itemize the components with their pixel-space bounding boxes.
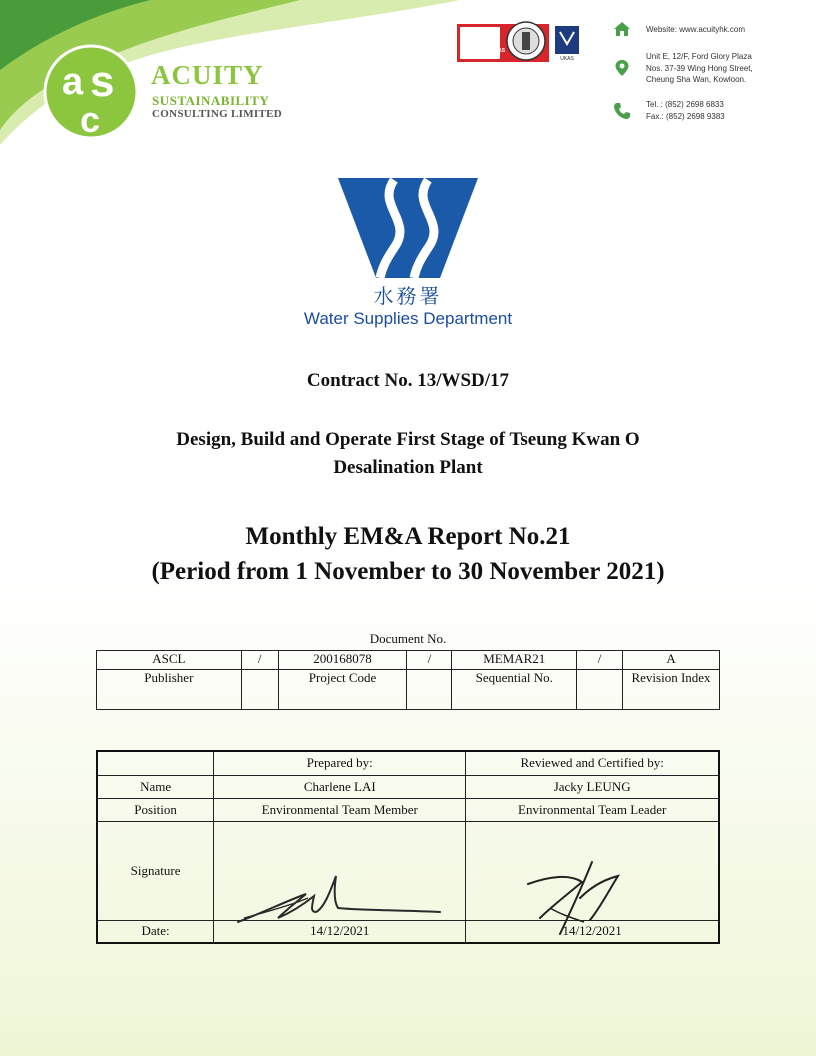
separator: / bbox=[241, 651, 278, 670]
project-code-value: 200168078 bbox=[278, 651, 407, 670]
sequential-no-value: MEMAR21 bbox=[452, 651, 577, 670]
address-line: Unit E, 12/F, Ford Glory Plaza bbox=[646, 52, 752, 61]
revision-index-value: A bbox=[623, 651, 720, 670]
iso-certification-badge: BUREAU VERITAS bbox=[457, 24, 549, 62]
position-label: Position bbox=[97, 798, 214, 821]
separator: / bbox=[407, 651, 452, 670]
svg-text:c: c bbox=[80, 99, 101, 140]
date-label: Date: bbox=[97, 920, 214, 943]
table-row bbox=[97, 651, 720, 670]
document-number-table bbox=[96, 650, 720, 710]
table-row bbox=[97, 751, 719, 775]
contact-website: Website: www.acuityhk.com bbox=[646, 25, 745, 34]
project-title-line: Desalination Plant bbox=[333, 457, 483, 478]
prepared-position: Environmental Team Member bbox=[214, 798, 466, 821]
prepared-date: 14/12/2021 bbox=[214, 920, 466, 943]
blank-cell bbox=[97, 751, 214, 775]
reviewed-position: Environmental Team Leader bbox=[466, 798, 719, 821]
project-code-caption: Project Code bbox=[278, 670, 407, 710]
report-title-line: Monthly EM&A Report No.21 bbox=[245, 523, 571, 550]
project-title bbox=[100, 426, 716, 482]
name-label: Name bbox=[97, 775, 214, 798]
contact-tel: Tel. : (852) 2698 6833 bbox=[646, 100, 724, 109]
prepared-by-header: Prepared by: bbox=[214, 751, 466, 775]
reviewed-name: Jacky LEUNG bbox=[466, 775, 719, 798]
brand-subtitle-2: CONSULTING LIMITED bbox=[152, 108, 282, 120]
publisher-value: ASCL bbox=[97, 651, 242, 670]
svg-text:s: s bbox=[90, 57, 115, 106]
separator: / bbox=[577, 651, 623, 670]
address-line: Cheung Sha Wan, Kowloon. bbox=[646, 75, 747, 84]
svg-text:UKAS: UKAS bbox=[560, 56, 574, 62]
contact-address bbox=[646, 51, 753, 86]
revision-index-caption: Revision Index bbox=[623, 670, 720, 710]
contact-fax: Fax.: (852) 2698 9383 bbox=[646, 111, 725, 121]
blank-cell bbox=[407, 670, 452, 710]
prepared-name: Charlene LAI bbox=[214, 775, 466, 798]
contact-phone bbox=[646, 99, 725, 122]
reviewed-date: 14/12/2021 bbox=[466, 920, 719, 943]
acuity-logo bbox=[42, 44, 140, 140]
client-english-name: Water Supplies Department bbox=[303, 309, 513, 328]
table-row bbox=[97, 670, 720, 710]
svg-text:a: a bbox=[62, 61, 84, 103]
report-title bbox=[40, 519, 776, 589]
water-supplies-department-logo bbox=[336, 176, 480, 280]
phone-icon bbox=[613, 102, 631, 120]
report-period-line: (Period from 1 November to 30 November 2021) bbox=[151, 558, 665, 585]
client-chinese-name: 水務署 bbox=[373, 284, 443, 308]
sequential-no-caption: Sequential No. bbox=[452, 670, 577, 710]
brand-subtitle: SUSTAINABILITY bbox=[152, 93, 270, 108]
location-pin-icon bbox=[613, 59, 631, 77]
table-row bbox=[97, 798, 719, 821]
project-title-line: Design, Build and Operate First Stage of Tseung Kwan O bbox=[176, 429, 640, 450]
bureau-veritas-seal-icon bbox=[506, 20, 546, 62]
brand-name: ACUITY bbox=[151, 60, 264, 90]
address-line: Nos. 37-39 Wing Hong Street, bbox=[646, 63, 753, 73]
home-icon bbox=[613, 20, 631, 38]
reviewed-signature-image bbox=[520, 858, 624, 942]
blank-cell bbox=[577, 670, 623, 710]
signature-label: Signature bbox=[97, 821, 214, 920]
reviewed-by-header: Reviewed and Certified by: bbox=[466, 751, 719, 775]
blank-cell bbox=[241, 670, 278, 710]
ukas-badge-icon bbox=[555, 26, 579, 62]
table-row bbox=[97, 775, 719, 798]
publisher-caption: Publisher bbox=[97, 670, 242, 710]
contract-number: Contract No. 13/WSD/17 bbox=[306, 370, 510, 391]
document-number-label: Document No. bbox=[369, 631, 447, 646]
prepared-signature-image bbox=[234, 872, 446, 928]
